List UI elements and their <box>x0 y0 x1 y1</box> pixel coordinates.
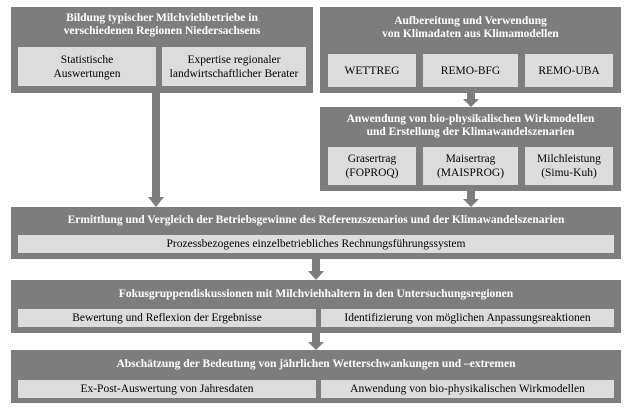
panel-title <box>11 12 313 38</box>
box-model-remo-uba: REMO-UBA <box>525 54 613 87</box>
title-line-2: verschiedenen Regionen Niedersachsens <box>63 25 261 37</box>
arrow-down-icon <box>463 93 479 107</box>
panel-climate-data <box>320 7 621 93</box>
box-maize-yield <box>423 147 518 185</box>
panel-title: Abschätzung der Bedeutung von jährlichen Wetterschwankungen und –extremen <box>116 358 516 370</box>
arrow-down-icon <box>463 191 479 207</box>
box-line-2: Auswertungen <box>53 67 121 80</box>
title-line-2: von Klimadaten aus Klimamodellen <box>382 28 559 40</box>
box-line-1: Statistische <box>60 53 114 66</box>
box-evaluation-reflection: Bewertung und Reflexion der Ergebnisse <box>18 309 316 327</box>
panel-title: Ermittlung und Vergleich der Betriebsgewinne des Referenzszenarios und der Klimawandelszenarien <box>67 214 565 226</box>
box-line-1: Maisertrag <box>445 153 496 165</box>
box-line-2: (FOPROQ) <box>345 167 399 179</box>
box-line-2: landwirtschaftlicher Berater <box>169 67 299 80</box>
box-line-2: (Simu-Kuh) <box>541 167 597 179</box>
panel-focus-groups <box>11 280 621 333</box>
box-statistical-analyses <box>18 47 156 86</box>
title-line-1: Anwendung von bio-physikalischen Wirkmodellen <box>346 113 595 125</box>
panel-impact-models <box>320 107 621 191</box>
arrow-down-icon <box>148 93 164 207</box>
box-milk-yield <box>525 147 613 185</box>
panel-weather-fluctuations <box>11 350 621 403</box>
panel-title: Fokusgruppendiskussionen mit Milchviehhaltern in den Untersuchungsregionen <box>118 288 514 300</box>
arrow-down-icon <box>308 333 324 350</box>
box-ex-post-analysis: Ex-Post-Auswertung von Jahresdaten <box>18 380 316 398</box>
box-model-wettreg: WETTREG <box>328 54 416 87</box>
title-line-1: Bildung typischer Milchviehbetriebe in <box>66 12 258 24</box>
box-line-2: (MAISPROG) <box>436 167 505 179</box>
box-line-1: Milchleistung <box>537 153 601 165</box>
box-impact-models-application: Anwendung von bio-physikalischen Wirkmodellen <box>321 380 614 398</box>
box-line-1: Expertise regionaler <box>187 53 281 66</box>
title-line-2: und Erstellung der Klimawandelszenarien <box>366 126 575 138</box>
panel-title <box>320 15 621 41</box>
box-regional-expertise <box>162 47 306 86</box>
box-model-remo-bfg: REMO-BFG <box>423 54 518 87</box>
box-accounting-system: Prozessbezogenes einzelbetriebliches Rechnungsführungssystem <box>18 235 614 253</box>
panel-profit-comparison <box>11 207 621 259</box>
panel-typical-farms <box>11 7 313 93</box>
arrow-down-icon <box>308 259 324 280</box>
title-line-1: Aufbereitung und Verwendung <box>394 15 547 27</box>
box-adaptation-reactions: Identifizierung von möglichen Anpassungsreaktionen <box>321 309 614 327</box>
box-grass-yield <box>328 147 416 185</box>
panel-title <box>320 113 621 139</box>
box-line-1: Grasertrag <box>347 153 397 165</box>
